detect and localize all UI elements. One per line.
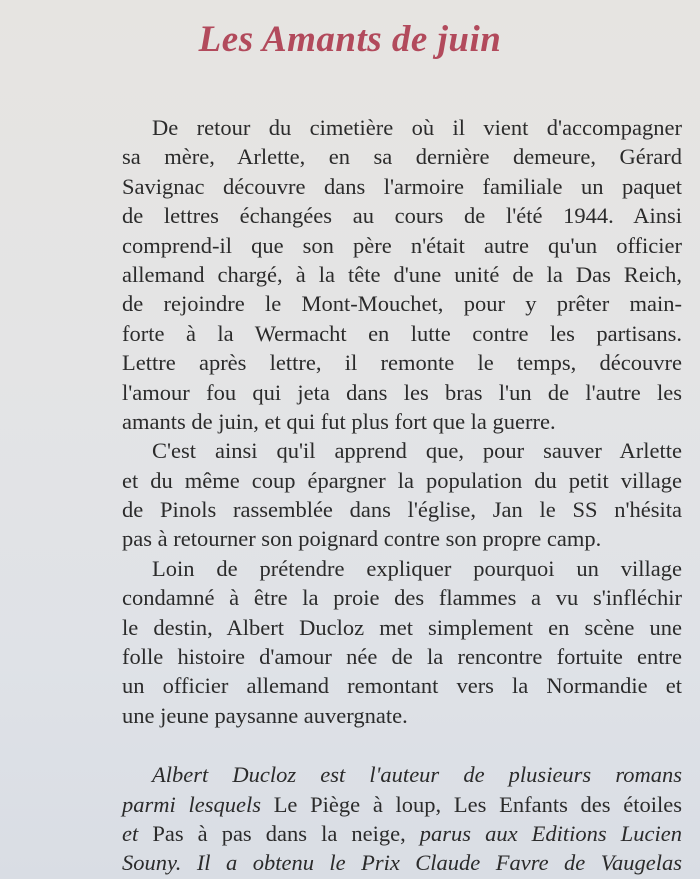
text-line: un officier allemand remontant vers la Normandie et: [122, 673, 682, 699]
text-line: condamné à être la proie des flammes a vu s'infléchir: [122, 585, 682, 611]
text-line: C'est ainsi qu'il apprend que, pour sauver Arlette: [152, 438, 682, 464]
bio-text-italic: Souny. Il a obtenu le Prix Claude Favre de Vaugelas: [122, 850, 682, 876]
synopsis-paragraph-2: [122, 436, 682, 554]
text-line: Savignac découvre dans l'armoire familiale un paquet: [122, 173, 682, 199]
text-line: folle histoire d'amour née de la rencontre fortuite entre: [122, 644, 682, 670]
synopsis-paragraph-3: [122, 554, 682, 730]
bio-line: [122, 848, 682, 877]
text-line: sa mère, Arlette, en sa dernière demeure, Gérard: [122, 144, 682, 170]
text-line: de lettres échangées au cours de l'été 1944. Ainsi: [122, 203, 682, 229]
bio-text-italic: parmi lesquels: [122, 791, 261, 817]
author-bio: [122, 760, 682, 878]
synopsis-paragraph-1: [122, 113, 682, 436]
text-line: de Pinols rassemblée dans l'église, Jan le SS n'hésita: [122, 497, 682, 523]
text-line: le destin, Albert Ducloz met simplement en scène une: [122, 614, 682, 640]
text-line: l'amour fou qui jeta dans les bras l'un de l'autre les: [122, 379, 682, 405]
synopsis: [122, 113, 682, 878]
text-line: Lettre après lettre, il remonte le temps, découvre: [122, 350, 682, 376]
bio-text-italic: et: [122, 820, 139, 846]
text-line: comprend-il que son père n'était autre qu'un officier: [122, 232, 682, 258]
text-line: De retour du cimetière où il vient d'accompagner: [152, 115, 682, 140]
text-line: amants de juin, et qui fut plus fort que la guerre.: [122, 408, 556, 434]
text-line: Loin de prétendre expliquer pourquoi un village: [152, 555, 682, 581]
bio-text-italic: Albert Ducloz est l'auteur de plusieurs romans: [152, 762, 682, 788]
paragraph-gap: [122, 730, 682, 760]
book-titles: Le Piège à loup, Les Enfants des étoiles: [260, 791, 682, 817]
bio-line: [122, 760, 682, 789]
bio-text-italic: parus aux Editions Lucien: [405, 820, 682, 846]
text-line: forte à la Wermacht en lutte contre les partisans.: [122, 320, 682, 346]
bio-line: [122, 790, 682, 819]
text-line: de rejoindre le Mont-Mouchet, pour y prêter main-: [122, 291, 682, 317]
text-line: pas à retourner son poignard contre son propre camp.: [122, 526, 602, 552]
bio-line: [122, 819, 682, 848]
text-line: allemand chargé, à la tête d'une unité de la Das Reich,: [122, 261, 682, 287]
book-title-ref: Pas à pas dans la neige,: [138, 820, 406, 846]
text-line: et du même coup épargner la population du petit village: [122, 467, 682, 493]
text-line: une jeune paysanne auvergnate.: [122, 702, 408, 728]
book-title: Les Amants de juin: [198, 19, 502, 60]
